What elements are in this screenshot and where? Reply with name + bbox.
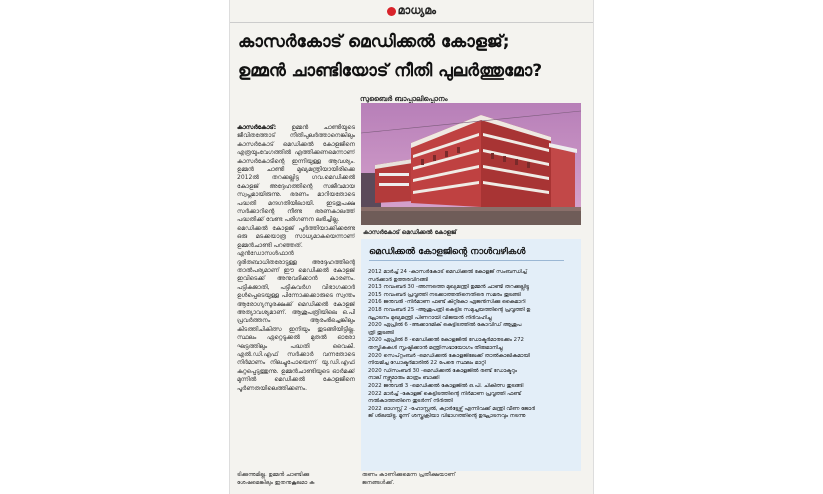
timeline-item: ജ് ശിലയിട്ടു. മൂന്ന് ശസ്ത്രക്രിയാ വിഭാഗത്തിന്റെ ഉദ്ഘാടനവും നടന്നു <box>368 413 526 420</box>
timeline-item: ത്രി തുടങ്ങി <box>368 329 394 336</box>
madhyamam-logo-icon <box>387 7 396 16</box>
timeline-item: സർക്കാർ ഉത്തരവിറങ്ങി <box>368 276 428 283</box>
timeline-item: 2015 നവംബർ പ്രവൃത്തി നടക്കാത്തതിനെതിരെ സമരം തുടങ്ങി <box>368 291 521 298</box>
bottom-text-col-1: ടിക്കുന്നുമില്ല. ഉമ്മൻ ചാണ്ടിക്കു ശേഷമെങ്കിലും ഇതനുകൂലമാ ക <box>237 472 315 486</box>
article-paragraph: മെഡിക്കൽ കോളജ് പൂർത്തിയാക്കിക്കണ്ടേ ഒരു മടക്കയാത്ര സാധ്യമാകയെന്നാണ് ഉമ്മൻചാണ്ടി പറഞ്ഞത്. <box>237 224 355 249</box>
medical-college-photo <box>361 103 581 225</box>
timeline-item: 2022 ഓഗസ്റ്റ് 2 -ഹോസ്റ്റൽ, ക്വാർട്ടേഴ്സ് എന്നിവക്ക് മന്ത്രി വീണ ജോർ <box>368 405 535 412</box>
masthead <box>230 0 593 22</box>
timeline-item: 2018 നവംബർ 25 -ആശുപത്രി കെട്ടിട സമുച്ചയത്തിന്റെ പ്രവൃത്തി ഉ <box>368 306 531 313</box>
bottom-text-col-2: രുണം കാണിക്കുമെന്ന പ്രതീക്ഷയാണ് ജനങ്ങൾക്ക്. <box>362 472 456 486</box>
photo-caption: കാസർകോട് മെഡിക്കൽ കോളജ് <box>363 229 457 236</box>
newspaper-page <box>230 0 593 494</box>
byline: സുബൈർ ബാപ്പാലിപ്പൊനം <box>360 95 448 103</box>
timeline-item: 2016 ജനുവരി -നിർമാണ ഫണ്ട് കിറ്റ്കോ ഏജൻസിക്കു കൈമാറി <box>368 299 526 306</box>
timeline-list <box>368 269 576 421</box>
timeline-box <box>361 239 581 471</box>
timeline-item: നൽകാത്തതിനെ തുടർന്ന് നിർത്തി <box>368 398 453 405</box>
timeline-item: 2022 മാർച്ച് -കോളജ് കെട്ടിടത്തിന്റെ നിർമാണ പ്രവൃത്തി ഫണ്ട് <box>368 390 521 397</box>
timeline-item: 2022 ജനുവരി 3 -മെഡിക്കൽ കോളജിൽ ഒ.പി. ചികിത്സ തുടങ്ങി <box>368 382 524 389</box>
timeline-item: തസ്തികകൾ സൃഷ്ടിക്കാൻ മന്ത്രിസഭായോഗം തീരുമാനിച്ചു <box>368 344 503 351</box>
masthead-rule <box>230 22 593 23</box>
headline-line-1: കാസർകോട് മെഡിക്കൽ കോളജ്; <box>238 32 510 52</box>
timeline-item: 2020 ഡിസംബർ 30 -മെഡിക്കൽ കോളജിൽ രണ്ട് ഡോക്ടറും <box>368 367 518 374</box>
timeline-item: നാല് നഴ്സുമാരും മാത്രം ബാക്കി <box>368 375 440 382</box>
timeline-item: 2020 ഏപ്രിൽ 6 -അക്കാദമിക് കെട്ടിടത്തിൽ കോവിഡ് ആശുപ <box>368 322 522 329</box>
headline <box>238 28 588 86</box>
headline-line-2: ഉമ്മൻ ചാണ്ടിയോട് നീതി പുലർത്തുമോ? <box>238 61 543 81</box>
building-image <box>361 103 581 225</box>
timeline-title: മെഡിക്കൽ കോളജിന്റെ നാൾവഴികൾ <box>369 247 526 257</box>
article-paragraph: എൻഡോസൾഫാൻ ദുരിതബാധിതരോടുള്ള അദ്ദേഹത്തിന്റെ താൽപര്യമാണ് ഈ മെഡിക്കൽ കോളജ് ഇവിടെക്ക് അനുവദിക്കാൻ കാരണം. പട്ടികജാതി, പട്ടികവർഗ വിഭാഗക്കാർ ഉൾപ്പെടെയുള്ള പിന്നോക്കക്കാരുടെ സ്വന്തം ആരോഗ്യസുരക്ഷക്ക് മെഡിക്കൽ കോളജ് അത്യാവശ്യമാണ്. ആശുപത്രിയിലെ ഒ.പി പ്രവർത്തനം ആരംഭിച്ചെങ്കിലും കിടത്തിചികിത്സ ഇനിയും തുടങ്ങിയിട്ടില്ല. സ്ഥലം ഏറ്റെടുക്കൽ മുതൽ ഓരോ ഘട്ടത്തിലും പദ്ധതി വൈകി. എൽ.ഡി.എഫ് സർക്കാർ വന്നതോടെ നിർമാണം നിലച്ചുപോയെന്ന് യു.ഡി.എഫ് കുറ്റപ്പെടുത്തുന്നു. ഉമ്മൻചാണ്ടിയുടെ ഓർമക്ക് മുന്നിൽ മെഡിക്കൽ കോളജിനെ പൂർണതയിലെത്തിക്കണം. <box>237 250 355 392</box>
timeline-item: 2013 നവംബർ 30 -അന്നത്തെ മുഖ്യമന്ത്രി ഉമ്മൻ ചാണ്ടി തറക്കല്ലിട്ടു <box>368 284 529 291</box>
timeline-item: 2012 മാർച്ച് 24 -കാസർകോട് മെഡിക്കൽ കോളജ് സംബന്ധിച്ച് <box>368 269 527 275</box>
timeline-item: നിയമിച്ച ഡോക്ടർമാരിൽ 22 പേരെ സ്ഥലം മാറ്റി <box>368 360 486 367</box>
article-paragraph: കാസർകോട്: ഉമ്മൻ ചാണ്ടിയുടെ ജീവിതത്തോട് നീതിപുലർത്താനെങ്കിലും കാസർകോട് മെഡിക്കൽ കോളജിനെ എത്രയുംവേഗത്തിൽ എത്തിക്കണമെന്നാണ് കാസർകോടിന്റെ ഇന്നിയുള്ള ആവശ്യം. ഉമ്മൻ ചാണ്ടി മുഖ്യമന്ത്രിയായിരിക്കെ 2012ൽ തറക്കല്ലിട്ട ഗവ.മെഡിക്കൽ കോളജ് അദ്ദേഹത്തിന്റെ സജീവമായ സ്വപ്നമായിരുന്നു. ഭരണം മാറിയതോടെ പദ്ധതി മന്ദഗതിയിലായി. ഇടതുപക്ഷ സർക്കാറിന്റെ നീണ്ട ഭരണകാലത്ത് പദ്ധതിക്ക് വേണ്ട പരിഗണന ലഭിച്ചില്ല. <box>237 124 355 224</box>
timeline-item: 2020 ഏപ്രിൽ 8 -മെഡിക്കൽ കോളജിൽ ഡോക്ടർമാരടക്കം 272 <box>368 337 524 344</box>
timeline-divider <box>369 260 564 261</box>
article-body <box>237 124 355 494</box>
publication-name: മാധ്യമം <box>397 4 437 17</box>
timeline-item: ദ്ഘാടനം മുഖ്യമന്ത്രി പിണറായി വിജയൻ നിർവഹിച്ചു <box>368 314 492 321</box>
timeline-item: 2020 സെപ്റ്റംബർ -മെഡിക്കൽ കോളജിലേക്ക് താൽകാലികമായി <box>368 352 530 359</box>
dateline: കാസർകോട്: <box>237 124 277 131</box>
